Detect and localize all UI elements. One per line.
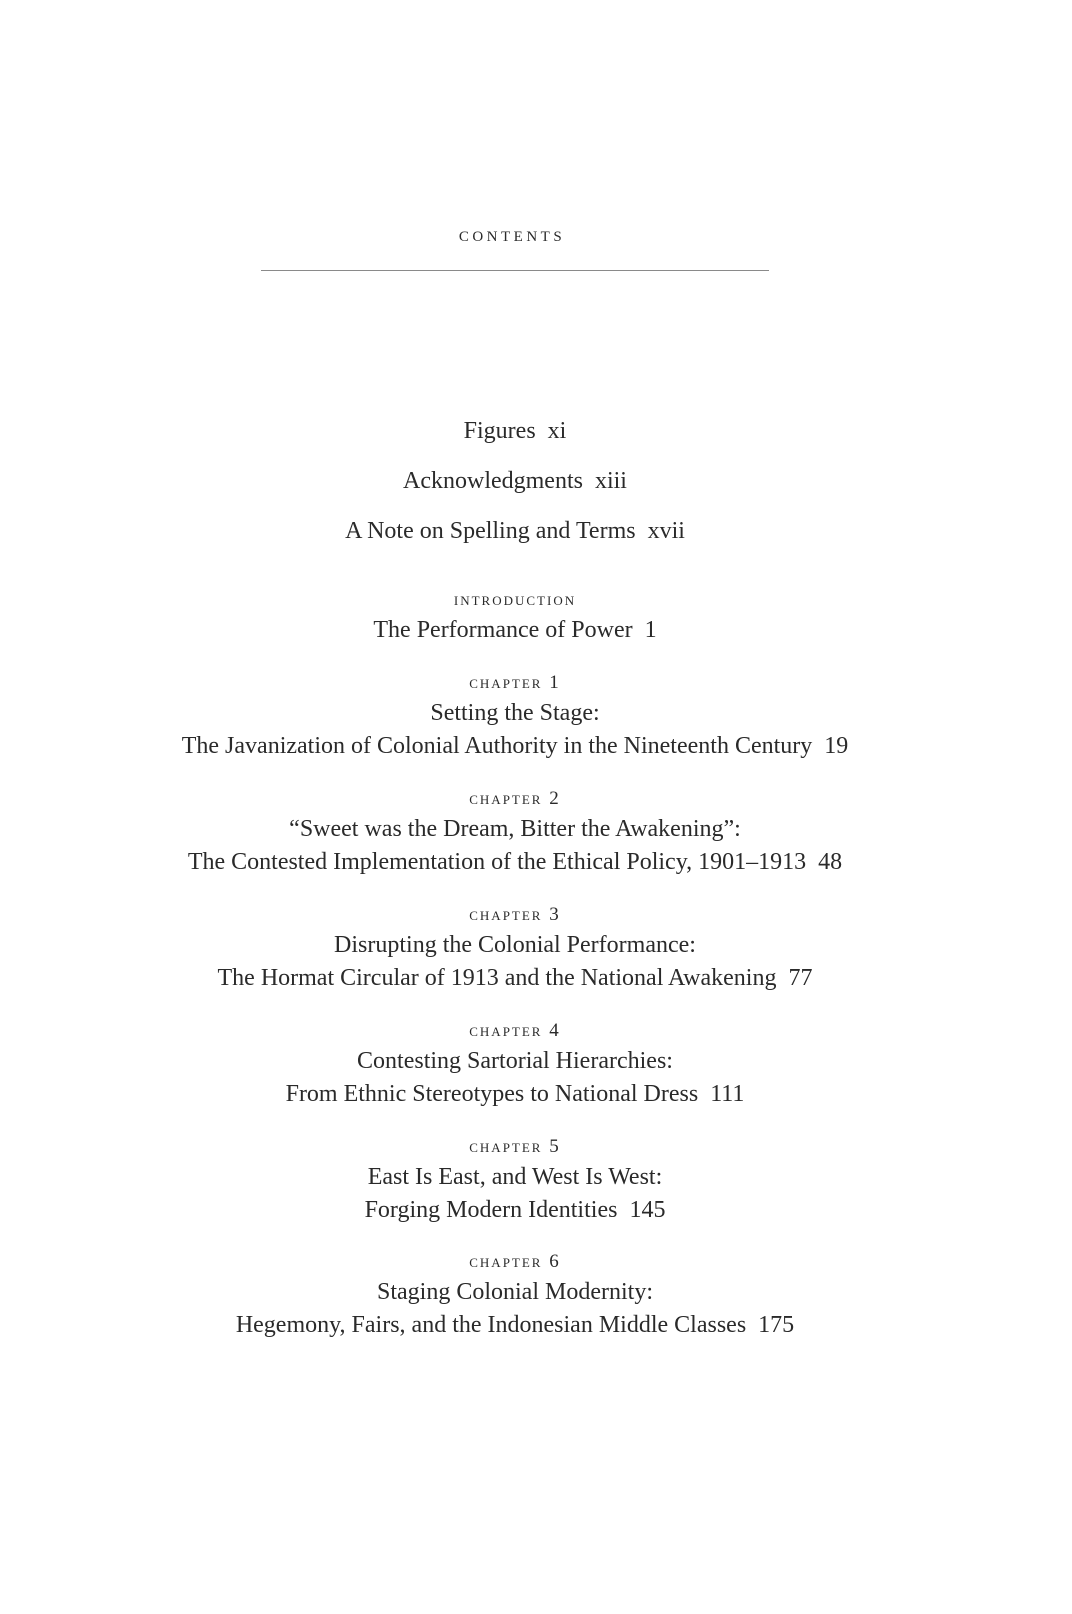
toc-entry-title: The Performance of Power bbox=[373, 617, 633, 643]
toc-entry-chapter-6-title[interactable]: Staging Colonial Modernity: bbox=[377, 1279, 653, 1305]
toc-label-chapter-5: chapter 5 bbox=[469, 1136, 561, 1157]
toc-entry-subtitle: The Hormat Circular of 1913 and the National Awakening bbox=[217, 965, 777, 991]
toc-entry-chapter-2-title[interactable]: “Sweet was the Dream, Bitter the Awakening”: bbox=[289, 816, 741, 842]
toc-entry-figures[interactable] bbox=[0, 418, 1030, 445]
toc-entry-chapter-3-subtitle[interactable] bbox=[0, 965, 1030, 992]
toc-entry-page: xvii bbox=[647, 518, 685, 544]
toc-entry-chapter-1-title[interactable]: Setting the Stage: bbox=[430, 700, 600, 726]
toc-entry-subtitle: Hegemony, Fairs, and the Indonesian Middle Classes bbox=[235, 1312, 747, 1338]
toc-entry-acknowledgments[interactable] bbox=[0, 468, 1030, 495]
toc-entry-chapter-4-subtitle[interactable] bbox=[0, 1081, 1030, 1108]
toc-entry-page: 111 bbox=[710, 1081, 745, 1107]
contents-heading: contents bbox=[458, 222, 566, 246]
toc-label-chapter-2: chapter 2 bbox=[469, 788, 561, 809]
toc-label-chapter-6: chapter 6 bbox=[469, 1251, 561, 1272]
toc-entry-title: Figures bbox=[463, 418, 536, 444]
toc-entry-chapter-5-title[interactable]: East Is East, and West Is West: bbox=[367, 1164, 663, 1190]
toc-entry-note-on-spelling[interactable] bbox=[0, 518, 1030, 545]
toc-entry-subtitle: Forging Modern Identities bbox=[364, 1197, 618, 1223]
toc-entry-chapter-2-subtitle[interactable] bbox=[0, 849, 1030, 876]
toc-entry-title: A Note on Spelling and Terms bbox=[345, 518, 636, 544]
toc-entry-subtitle: From Ethnic Stereotypes to National Dress bbox=[285, 1081, 699, 1107]
heading-rule bbox=[261, 270, 769, 271]
toc-entry-page: 77 bbox=[788, 965, 813, 991]
toc-label-chapter-3: chapter 3 bbox=[469, 904, 561, 925]
toc-entry-subtitle: The Javanization of Colonial Authority in the Nineteenth Century bbox=[181, 733, 813, 759]
toc-label-introduction: introduction bbox=[453, 589, 577, 610]
toc-entry-page: xi bbox=[547, 418, 567, 444]
toc-entry-subtitle: The Contested Implementation of the Ethical Policy, 1901–1913 bbox=[187, 849, 807, 875]
toc-label-chapter-1: chapter 1 bbox=[469, 672, 561, 693]
toc-entry-title: Acknowledgments bbox=[403, 468, 583, 494]
toc-label-chapter-4: chapter 4 bbox=[469, 1020, 561, 1041]
toc-entry-chapter-4-title[interactable]: Contesting Sartorial Hierarchies: bbox=[357, 1048, 673, 1074]
toc-entry-page: 19 bbox=[824, 733, 849, 759]
toc-entry-page: 145 bbox=[629, 1197, 666, 1223]
toc-entry-chapter-5-subtitle[interactable] bbox=[0, 1197, 1030, 1224]
toc-entry-page: xiii bbox=[594, 468, 627, 494]
toc-entry-introduction[interactable] bbox=[0, 617, 1030, 644]
toc-entry-page: 1 bbox=[644, 617, 657, 643]
toc-entry-page: 48 bbox=[818, 849, 843, 875]
toc-entry-chapter-1-subtitle[interactable] bbox=[0, 733, 1030, 760]
toc-entry-chapter-3-title[interactable]: Disrupting the Colonial Performance: bbox=[334, 932, 696, 958]
toc-entry-page: 175 bbox=[758, 1312, 795, 1338]
toc-entry-chapter-6-subtitle[interactable] bbox=[0, 1312, 1030, 1339]
